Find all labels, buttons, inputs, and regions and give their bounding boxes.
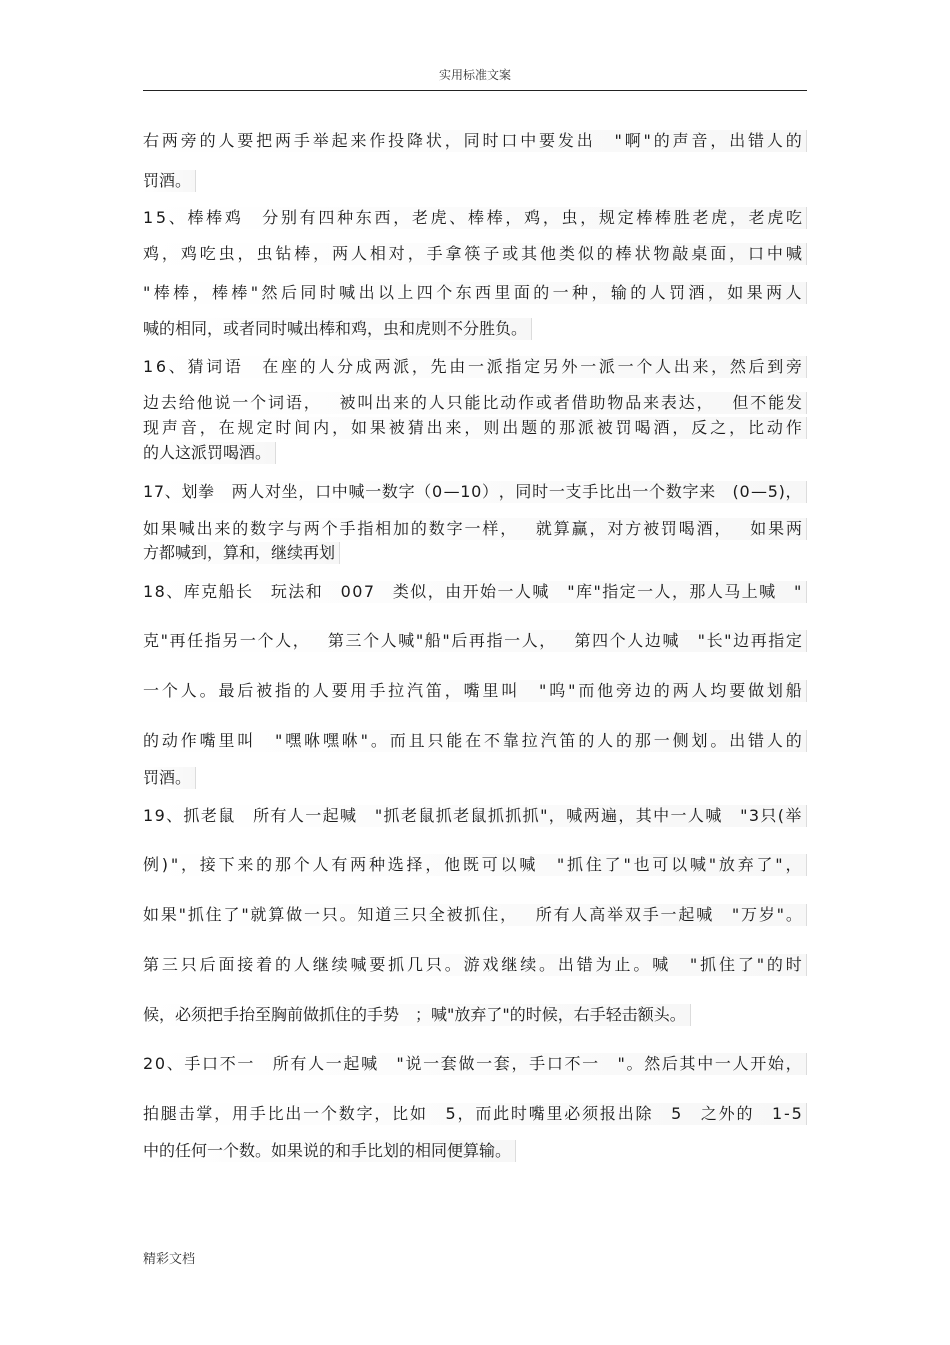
header-divider xyxy=(143,90,807,91)
text-line: 现 声 音 ， 在 规 定 时 间 内 ， 如 果 被 猜 出 来 ， 则 出 题 的 那 派 被 罚 喝 酒 ， 反 之 ， 比 动 作 xyxy=(143,417,807,439)
text-line: 右 两 旁 的 人 要 把 两 手 举 起 来 作 投 降 状 ， 同 时 口 中 要 发 出 " 啊 " 的 声 音 ， 出 错 人 的 xyxy=(143,130,807,152)
page-footer: 精彩文档 xyxy=(143,1252,196,1267)
text-line: 1 7 、 划 拳 两 人 对 坐 ， 口 中 喊 一 数 字 （ 0 — 1 0 ） ， 同 时 一 支 手 比 出 一 个 数 字 来 ( 0 — 5 ) ， xyxy=(143,481,807,503)
text-line: " 棒 棒 ， 棒 棒 " 然 后 同 时 喊 出 以 上 四 个 东 西 里 面 的 一 种 ， 输 的 人 罚 酒 ， 如 果 两 人 xyxy=(143,282,807,304)
text-line: 1 9 、 抓 老 鼠 所 有 人 一 起 喊 " 抓 老 鼠 抓 老 鼠 抓 抓 抓 " ， 喊 两 遍 ， 其 中 一 人 喊 " 3 只 ( 举 xyxy=(143,805,807,827)
text-line: 例 ) " ， 接 下 来 的 那 个 人 有 两 种 选 择 ， 他 既 可 以 喊 " 抓 住 了 " 也 可 以 喊 " 放 弃 了 " ， xyxy=(143,854,807,876)
text-line: 的 动 作 嘴 里 叫 " 嘿 咻 嘿 咻 " 。 而 且 只 能 在 不 靠 拉 汽 笛 的 人 的 那 一 侧 划 。 出 错 人 的 xyxy=(143,730,807,752)
text-line: 克 " 再 任 指 另 一 个 人 ， 第 三 个 人 喊 " 船 " 后 再 指 一 人 ， 第 四 个 人 边 喊 " 长 " 边 再 指 定 xyxy=(143,630,807,652)
text-line: 边 去 给 他 说 一 个 词 语 ， 被 叫 出 来 的 人 只 能 比 动 作 或 者 借 助 物 品 来 表 达 ， 但 不 能 发 xyxy=(143,392,807,414)
text-line: 如 果 " 抓 住 了 " 就 算 做 一 只 。 知 道 三 只 全 被 抓 住 ， 所 有 人 高 举 双 手 一 起 喊 " 万 岁 " 。 xyxy=(143,904,807,926)
text-line: 方都喊到，算和，继续再划 xyxy=(143,542,340,564)
page-header-title: 实用标准文案 xyxy=(438,68,511,82)
text-line: 的人这派罚喝酒。 xyxy=(143,442,276,464)
text-line: 第 三 只 后 面 接 着 的 人 继 续 喊 要 抓 几 只 。 游 戏 继 续 。 出 错 为 止 。 喊 " 抓 住 了 " 的 时 xyxy=(143,954,807,976)
text-line: 罚酒。 xyxy=(143,170,196,192)
text-line: 鸡 ， 鸡 吃 虫 ， 虫 钻 棒 ， 两 人 相 对 ， 手 拿 筷 子 或 其 他 类 似 的 棒 状 物 敲 桌 面 ， 口 中 喊 xyxy=(143,243,807,265)
text-line: 候，必须把手抬至胸前做抓住的手势 ；喊"放弃了"的时候，右手轻击额头。 xyxy=(143,1004,691,1026)
text-line: 1 6 、 猜 词 语 在 座 的 人 分 成 两 派 ， 先 由 一 派 指 定 另 外 一 派 一 个 人 出 来 ， 然 后 到 旁 xyxy=(143,356,807,378)
text-line: 2 0 、 手 口 不 一 所 有 人 一 起 喊 " 说 一 套 做 一 套 ， 手 口 不 一 " 。 然 后 其 中 一 人 开 始 ， xyxy=(143,1053,807,1075)
text-line: 一 个 人 。 最 后 被 指 的 人 要 用 手 拉 汽 笛 ， 嘴 里 叫 " 呜 " 而 他 旁 边 的 两 人 均 要 做 划 船 xyxy=(143,680,807,702)
text-line: 1 5 、 棒 棒 鸡 分 别 有 四 种 东 西 ， 老 虎 、 棒 棒 ， 鸡 ， 虫 ， 规 定 棒 棒 胜 老 虎 ， 老 虎 吃 xyxy=(143,207,807,229)
text-line: 喊的相同，或者同时喊出棒和鸡，虫和虎则不分胜负。 xyxy=(143,318,532,340)
text-line: 中的任何一个数。如果说的和手比划的相同便算输。 xyxy=(143,1140,516,1162)
text-line: 如 果 喊 出 来 的 数 字 与 两 个 手 指 相 加 的 数 字 一 样 ， 就 算 赢 ， 对 方 被 罚 喝 酒 ， 如 果 两 xyxy=(143,518,807,540)
text-line: 1 8 、 库 克 船 长 玩 法 和 0 0 7 类 似 ， 由 开 始 一 人 喊 " 库 " 指 定 一 人 ， 那 人 马 上 喊 " xyxy=(143,581,807,603)
text-line: 拍 腿 击 掌 ， 用 手 比 出 一 个 数 字 ， 比 如 5 ， 而 此 时 嘴 里 必 须 报 出 除 5 之 外 的 1 - 5 xyxy=(143,1103,807,1125)
text-line: 罚酒。 xyxy=(143,767,196,789)
